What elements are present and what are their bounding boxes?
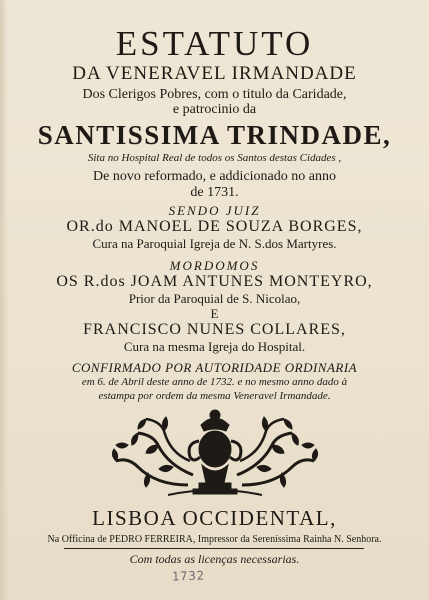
stewards-heading: MORDOMOS [169,258,260,273]
divider-rule [64,548,364,549]
conjunction: E [210,306,219,321]
steward-2-name: FRANCISCO NUNES COLLARES, [83,321,346,338]
patronage-line: e patrocinio da [172,102,257,117]
steward-1-name: OS R.dos JOAM ANTUNES MONTEYRO, [56,273,373,290]
ornamental-vignette-icon [98,405,333,500]
trinity-heading: SANTISSIMA TRINDADE, [37,120,392,150]
hospital-line: Sita no Hospital Real de todos os Santos destas Cidades , [87,152,342,164]
reformed-year: de 1731. [190,185,239,200]
imprint-city: LISBOA OCCIDENTAL, [92,506,337,530]
steward-2-role: Cura na mesma Igreja do Hospital. [123,339,306,354]
confirmation-date: em 6. de Abril deste anno de 1732. e no mesmo anno dado à [81,376,348,388]
reformed-line: De novo reformado, e addicionado no anno [93,169,336,184]
printer-line: Na Officina de PEDRO FERREIRA, Impressor da Sereníssima Rainha N. Senhora. [47,534,382,545]
book-subtitle: DA VENERAVEL IRMANDADE [72,63,357,84]
steward-1-role: Prior da Paroquial de S. Nicolao, [128,291,301,306]
handwritten-pencil-note: 1732 [171,568,206,584]
judge-role: Cura na Paroquial Igreja de N. S.dos Martyres. [92,236,337,251]
judge-name: OR.do MANOEL DE SOUZA BORGES, [66,218,363,235]
clergy-line: Dos Clerigos Pobres, com o titulo da Caridade, [82,87,347,102]
book-title: ESTATUTO [115,24,314,63]
license-line: Com todas as licenças necessarias. [129,552,300,566]
confirmation-order: estampa por ordem da mesma Veneravel Irmandade. [98,390,331,402]
judge-heading: SENDO JUIZ [168,203,261,218]
confirmation-heading: CONFIRMADO POR AUTORIDADE ORDINARIA [71,360,358,375]
